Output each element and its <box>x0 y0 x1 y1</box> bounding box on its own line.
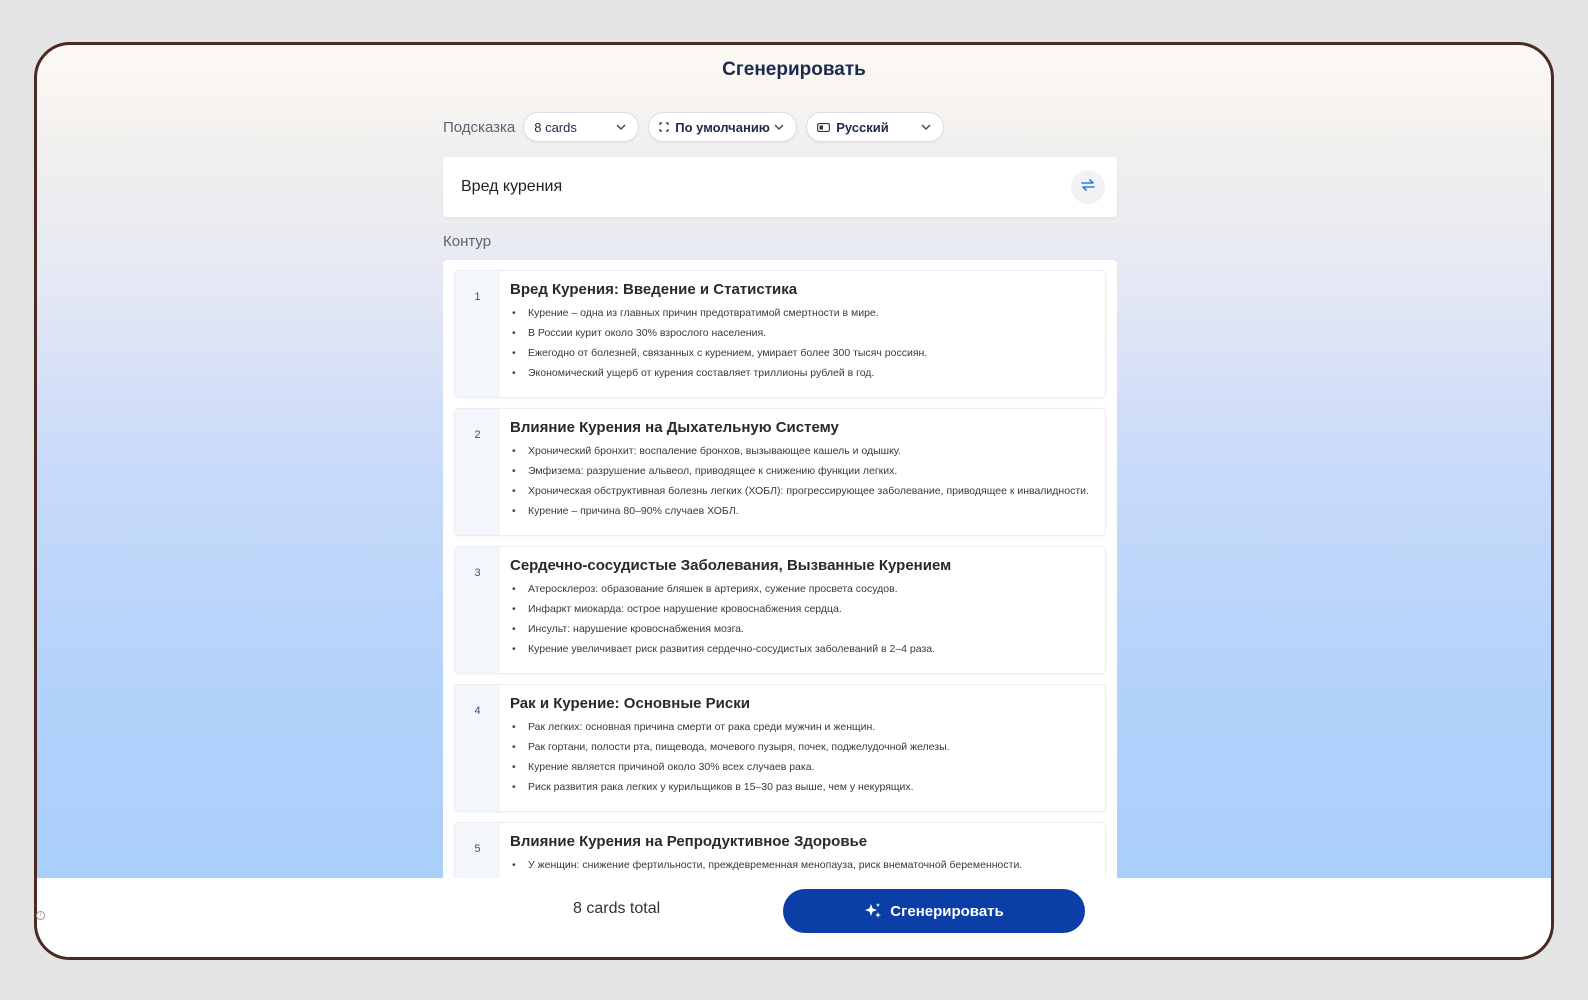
card-number: 2 <box>455 409 500 535</box>
cards-count-value: 8 cards <box>534 119 577 135</box>
refresh-icon <box>1080 178 1096 197</box>
chevron-down-icon <box>774 124 784 130</box>
outline-card-4[interactable] <box>454 684 1106 812</box>
sparkle-icon <box>864 902 882 920</box>
list-item[interactable]: • Хроническая обструктивная болезнь легких (ХОБЛ): прогрессирующее заболевание, приводящее к инвалидности. <box>510 483 1091 499</box>
generate-button-label: Сгенерировать <box>890 902 1004 920</box>
cards-total: 8 cards total <box>573 900 661 917</box>
list-item[interactable]: • Атеросклероз: образование бляшек в артериях, сужение просвета сосудов. <box>510 581 1091 597</box>
list-item[interactable]: • Курение – одна из главных причин предотвратимой смертности в мире. <box>510 305 1091 321</box>
card-title[interactable]: Влияние Курения на Дыхательную Систему <box>510 419 839 436</box>
outline-list <box>443 260 1117 880</box>
expand-icon <box>659 122 669 132</box>
list-item[interactable]: • Инфаркт миокарда: острое нарушение кровоснабжения сердца. <box>510 601 1091 617</box>
card-title[interactable]: Рак и Курение: Основные Риски <box>510 695 750 712</box>
language-select[interactable] <box>806 112 944 142</box>
outline-label: Контур <box>443 233 492 250</box>
list-item[interactable]: • Инсульт: нарушение кровоснабжения мозга. <box>510 621 1091 637</box>
list-item[interactable]: • В России курит около 30% взрослого населения. <box>510 325 1091 341</box>
list-item[interactable]: • Курение является причиной около 30% всех случаев рака. <box>510 759 1091 775</box>
card-bullets <box>510 857 1091 873</box>
list-item[interactable]: • Риск развития рака легких у курильщиков в 15–30 раз выше, чем у некурящих. <box>510 779 1091 795</box>
card-body <box>500 823 1105 880</box>
list-item[interactable]: • Курение – причина 80–90% случаев ХОБЛ. <box>510 503 1091 519</box>
toolbar <box>443 112 953 142</box>
card-number: 5 <box>455 823 500 880</box>
outline-card-5[interactable] <box>454 822 1106 880</box>
list-item[interactable]: • Экономический ущерб от курения составляет триллионы рублей в год. <box>510 365 1091 381</box>
theme-value: По умолчанию <box>675 119 770 135</box>
theme-select[interactable] <box>648 112 797 142</box>
hint-label: Подсказка <box>443 118 516 136</box>
card-title[interactable]: Вред Курения: Введение и Статистика <box>510 281 798 298</box>
generate-button[interactable] <box>783 889 1085 933</box>
card-body <box>500 547 1105 673</box>
card-number: 4 <box>455 685 500 811</box>
list-item[interactable]: • У женщин: снижение фертильности, преждевременная менопауза, риск внематочной беременности. <box>510 857 1091 873</box>
list-item[interactable]: • Хронический бронхит: воспаление бронхов, вызывающее кашель и одышку. <box>510 443 1091 459</box>
card-title[interactable]: Влияние Курения на Репродуктивное Здоровье <box>510 833 868 850</box>
app-window <box>34 42 1554 960</box>
list-item[interactable]: • Курение увеличивает риск развития сердечно-сосудистых заболеваний в 2–4 раза. <box>510 641 1091 657</box>
card-number: 3 <box>455 547 500 673</box>
list-item[interactable]: • Эмфизема: разрушение альвеол, приводящее к снижению функции легких. <box>510 463 1091 479</box>
card-body <box>500 409 1105 535</box>
chevron-down-icon <box>616 124 626 130</box>
language-value: Русский <box>836 119 889 135</box>
topic-field <box>443 157 1117 217</box>
card-number: 1 <box>455 271 500 397</box>
outline-card-3[interactable] <box>454 546 1106 674</box>
card-bullets <box>510 443 1091 519</box>
chevron-down-icon <box>921 124 931 130</box>
list-item[interactable]: • Рак гортани, полости рта, пищевода, мочевого пузыря, почек, поджелудочной железы. <box>510 739 1091 755</box>
page-title: Сгенерировать <box>722 59 866 80</box>
card-body <box>500 271 1105 397</box>
outline-card-2[interactable] <box>454 408 1106 536</box>
topic-input[interactable] <box>461 178 1071 196</box>
footer-bar <box>37 878 1551 957</box>
card-bullets <box>510 581 1091 657</box>
outline-card-1[interactable] <box>454 270 1106 398</box>
card-body <box>500 685 1105 811</box>
list-item[interactable]: • Рак легких: основная причина смерти от рака среди мужчин и женщин. <box>510 719 1091 735</box>
card-bullets <box>510 719 1091 795</box>
info-icon: i <box>36 911 45 920</box>
regenerate-button[interactable] <box>1071 170 1105 204</box>
language-icon <box>817 123 830 132</box>
list-item[interactable]: • Ежегодно от болезней, связанных с курением, умирает более 300 тысяч россиян. <box>510 345 1091 361</box>
cards-count-select[interactable] <box>523 112 639 142</box>
card-bullets <box>510 305 1091 381</box>
card-title[interactable]: Сердечно-сосудистые Заболевания, Вызванные Курением <box>510 557 952 574</box>
